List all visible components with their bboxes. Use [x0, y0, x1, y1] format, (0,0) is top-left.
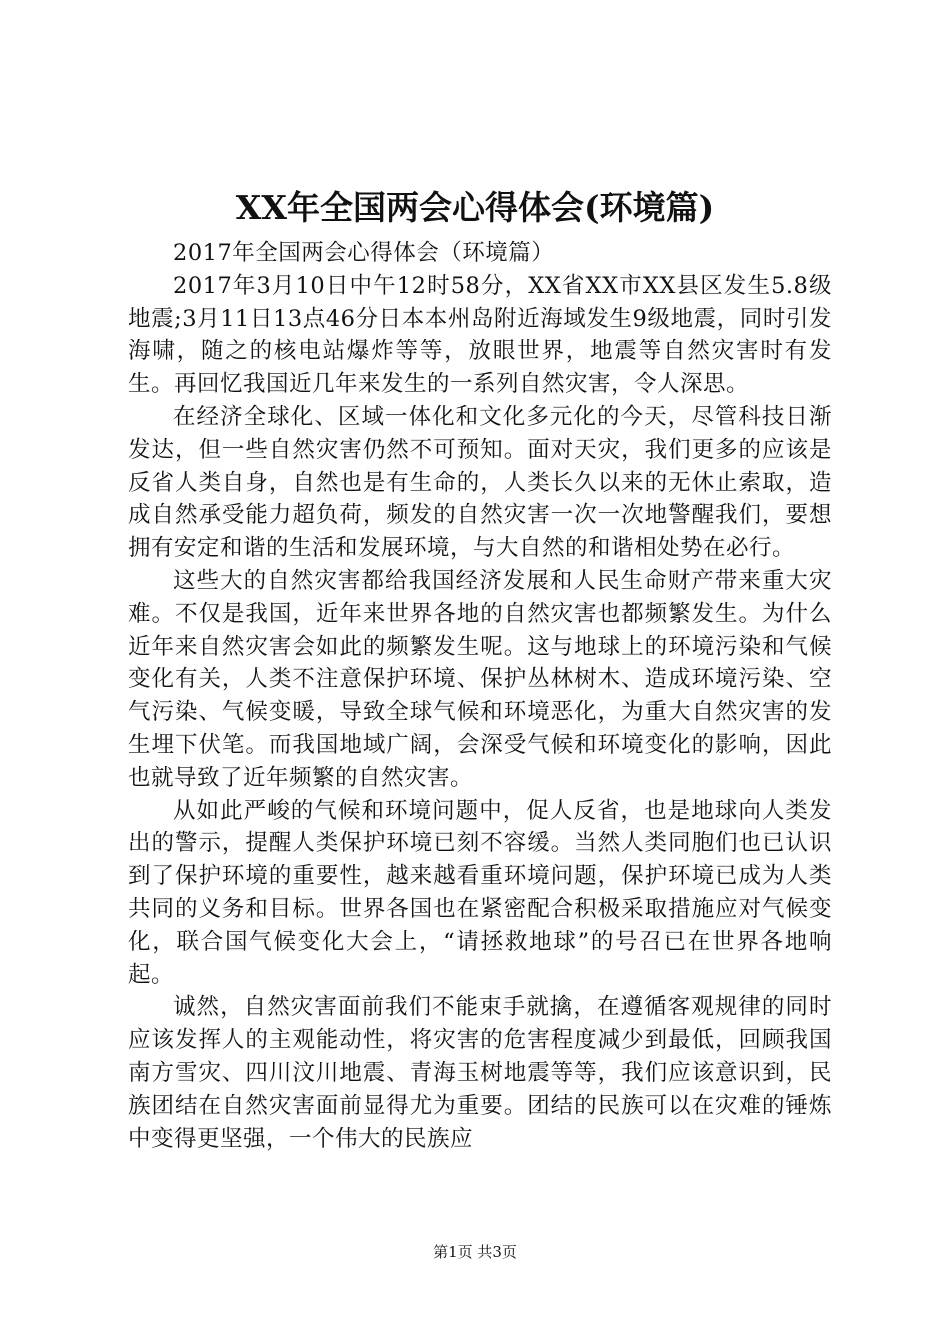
page-number-footer: 第1页 共3页 [433, 1243, 517, 1261]
paragraph: 2017年3月10日中午12时58分，XX省XX市XX县区发生5.8级地震;3月11日13点46分日本本州岛附近海域发生9级地震，同时引发海啸，随之的核电站爆炸等等，放眼世界，地震等自然灾害时有发生。再回忆我国近几年来发生的一系列自然灾害，令人深思。 [128, 272, 832, 398]
paragraph: 这些大的自然灾害都给我国经济发展和人民生命财产带来重大灾难。不仅是我国，近年来世界各地的自然灾害也都频繁发生。为什么近年来自然灾害会如此的频繁发生呢。这与地球上的环境污染和气候变化有关，人类不注意保护环境、保护丛林树木、造成环境污染、空气污染、气候变暖，导致全球气候和环境恶化，为重大自然灾害的发生埋下伏笔。而我国地域广阔，会深受气候和环境变化的影响，因此也就导致了近年频繁的自然灾害。 [128, 567, 832, 791]
document-title: XX年全国两会心得体会(环境篇) [235, 188, 715, 227]
paragraph: 从如此严峻的气候和环境问题中，促人反省，也是地球向人类发出的警示，提醒人类保护环境已刻不容缓。当然人类同胞们也已认识到了保护环境的重要性，越来越看重环境问题，保护环境已成为人类共同的义务和目标。世界各国也在紧密配合积极采取措施应对气候变化，联合国气候变化大会上，“请拯救地球”的号召已在世界各地响起。 [128, 797, 832, 988]
paragraph: 诚然，自然灾害面前我们不能束手就擒，在遵循客观规律的同时应该发挥人的主观能动性，将灾害的危害程度减少到最低，回顾我国南方雪灾、四川汶川地震、青海玉树地震等等，我们应该意识到，民族团结在自然灾害面前显得尤为重要。团结的民族可以在灾难的锤炼中变得更坚强，一个伟大的民族应 [128, 994, 832, 1152]
paragraph: 在经济全球化、区域一体化和文化多元化的今天，尽管科技日渐发达，但一些自然灾害仍然不可预知。面对天灾，我们更多的应该是反省人类自身，自然也是有生命的，人类长久以来的无休止索取，造成自然承受能力超负荷，频发的自然灾害一次一次地警醒我们，要想拥有安定和谐的生活和发展环境，与大自然的和谐相处势在必行。 [128, 403, 832, 562]
document-body [128, 237, 832, 1155]
paragraph-subtitle: 2017年全国两会心得体会（环境篇） [173, 240, 555, 266]
